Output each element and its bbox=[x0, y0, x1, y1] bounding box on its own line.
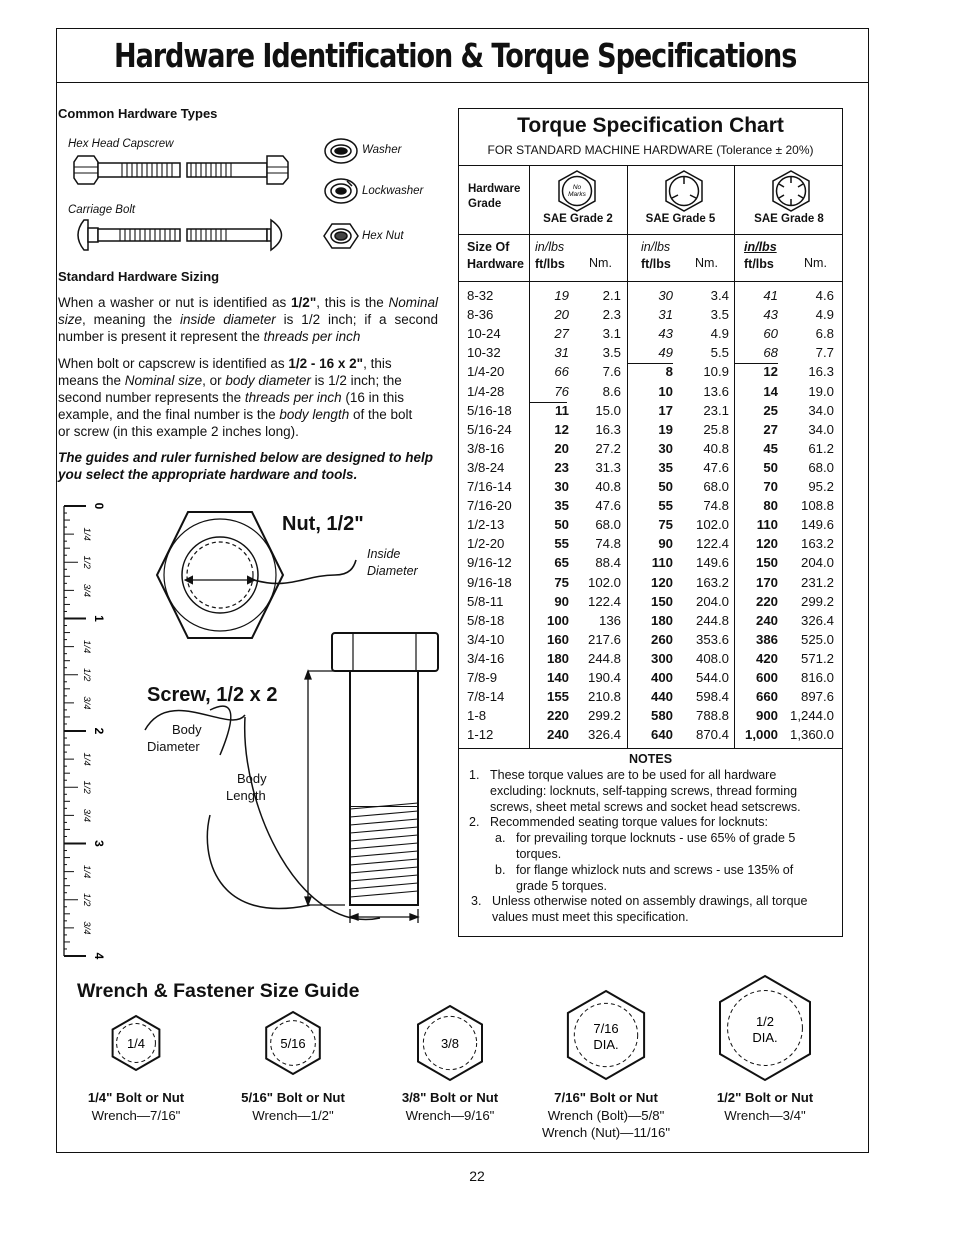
hex-size-icon bbox=[559, 988, 653, 1082]
lockwasher-label: Lockwasher bbox=[362, 185, 424, 197]
grade-2-nm-unit: Nm. bbox=[589, 256, 612, 270]
note-text: excluding: locknuts, self-tapping screws, thread forming bbox=[490, 783, 798, 798]
hex-size-icon bbox=[710, 973, 820, 1083]
value-cell: 45 bbox=[763, 440, 778, 456]
hardware-grade-label: Hardware Grade bbox=[468, 183, 521, 210]
value-cell: 1,360.0 bbox=[790, 727, 834, 743]
ruler-inch-label: 4 bbox=[92, 952, 106, 960]
body-diameter-label-1: Body bbox=[172, 722, 202, 737]
ruler-fraction-label: 1/2 bbox=[81, 668, 92, 682]
value-cell: 120 bbox=[755, 536, 778, 552]
value-cell: 110 bbox=[756, 517, 778, 533]
value-cell: 180 bbox=[546, 650, 569, 666]
hex-size-icon bbox=[259, 1009, 327, 1077]
value-cell: 1,000 bbox=[744, 727, 778, 743]
hex-size-icon bbox=[410, 1003, 490, 1083]
ruler-fraction-label: 3/4 bbox=[81, 921, 92, 935]
size-cell: 8-32 bbox=[467, 288, 494, 303]
value-cell: 420 bbox=[755, 650, 778, 666]
grade-5-mark-icon bbox=[664, 170, 704, 212]
ruler-fraction-label: 3/4 bbox=[81, 583, 92, 597]
note-text: Recommended seating torque values for locknuts: bbox=[490, 815, 768, 830]
note-text: screws, sheet metal screws and socket head setscrews. bbox=[490, 799, 801, 814]
value-cell: 27 bbox=[554, 326, 569, 342]
value-cell: 870.4 bbox=[695, 727, 729, 743]
sizing-paragraph-1: When a washer or nut is identified as 1/2", this is the Nominal size, meaning the inside diameter is 1/2 inch; if a second number is present it represent the threads per inch bbox=[58, 295, 439, 344]
value-cell: 47.6 bbox=[595, 498, 621, 514]
value-cell: 30 bbox=[658, 440, 673, 456]
value-cell: 2.3 bbox=[602, 307, 621, 323]
hex-nut-label: Hex Nut bbox=[362, 230, 404, 242]
value-cell: 6.8 bbox=[815, 326, 834, 342]
carriage-bolt-drawing bbox=[78, 220, 180, 250]
value-cell: 3.4 bbox=[710, 288, 729, 303]
ruler-fraction-label: 1/4 bbox=[81, 640, 92, 654]
value-cell: 19 bbox=[554, 288, 569, 303]
svg-text:1/2: 1/2 bbox=[755, 1014, 775, 1029]
value-cell: 240 bbox=[546, 727, 569, 743]
value-cell: 598.4 bbox=[695, 689, 729, 705]
value-cell: 260 bbox=[650, 631, 673, 647]
value-cell: 15.0 bbox=[595, 402, 621, 418]
size-cell: 1/2-13 bbox=[467, 517, 505, 533]
value-cell: 25 bbox=[763, 402, 778, 418]
hex-capscrew-label: Hex Head Capscrew bbox=[68, 138, 174, 150]
wrench-size-label: 1/2" Bolt or Nut Wrench—3/4" bbox=[716, 1090, 814, 1123]
size-cell: 5/8-18 bbox=[467, 612, 505, 628]
value-cell: 60 bbox=[763, 326, 778, 342]
value-cell: 68.0 bbox=[808, 459, 834, 475]
value-cell: 10.9 bbox=[703, 364, 729, 380]
value-cell: 90 bbox=[658, 536, 673, 552]
value-cell: 30 bbox=[554, 479, 569, 494]
value-cell: 816.0 bbox=[800, 670, 834, 685]
guides-note: The guides and ruler furnished below are designed to help you select the appropriate hardware and tools. bbox=[58, 450, 434, 482]
value-cell: 68.0 bbox=[703, 479, 729, 494]
washer-icon bbox=[325, 139, 357, 163]
value-cell: 50 bbox=[554, 517, 569, 533]
hex-size-icon bbox=[106, 1013, 166, 1073]
size-cell: 7/8-9 bbox=[467, 670, 498, 685]
value-cell: 788.8 bbox=[695, 708, 729, 724]
size-cell: 5/8-11 bbox=[467, 593, 504, 609]
ruler-fraction-label: 1/4 bbox=[81, 752, 92, 766]
value-cell: 76 bbox=[554, 383, 569, 399]
grade-8-nm-unit: Nm. bbox=[804, 256, 827, 270]
inside-diameter-label-1: Inside bbox=[367, 547, 401, 561]
value-cell: 122.4 bbox=[587, 593, 621, 609]
grade-8-mark-icon bbox=[771, 170, 811, 212]
value-cell: 8.6 bbox=[602, 383, 621, 399]
svg-text:DIA.: DIA. bbox=[593, 1037, 619, 1052]
value-cell: 68.0 bbox=[595, 517, 621, 533]
value-cell: 900 bbox=[755, 708, 778, 724]
svg-text:5/16: 5/16 bbox=[280, 1036, 306, 1051]
chart-title: Torque Specification Chart bbox=[517, 114, 784, 137]
value-cell: 440 bbox=[650, 689, 673, 705]
wrench-size-label: 7/16" Bolt or Nut Wrench (Bolt)—5/8" Wrench (Nut)—11/16" bbox=[541, 1090, 671, 1140]
size-cell: 3/8-16 bbox=[467, 440, 505, 456]
value-cell: 35 bbox=[554, 498, 569, 514]
svg-text:DIA.: DIA. bbox=[752, 1030, 778, 1045]
size-cell: 7/16-14 bbox=[467, 479, 512, 494]
note-text: for flange whizlock nuts and screws - use 135% of bbox=[516, 862, 794, 877]
value-cell: 4.9 bbox=[815, 307, 834, 323]
value-cell: 11 bbox=[555, 402, 569, 418]
screw-diagram bbox=[145, 633, 438, 923]
svg-text:3/8: 3/8 bbox=[440, 1036, 460, 1051]
value-cell: 90 bbox=[554, 593, 569, 609]
value-cell: 41 bbox=[763, 288, 778, 303]
sizing-heading: Standard Hardware Sizing bbox=[58, 269, 220, 284]
value-cell: 31 bbox=[554, 345, 569, 361]
svg-text:Marks: Marks bbox=[568, 191, 586, 198]
size-cell: 9/16-18 bbox=[467, 574, 512, 590]
note-number: 1. bbox=[469, 768, 480, 782]
inch-ruler bbox=[58, 500, 108, 960]
value-cell: 110 bbox=[651, 555, 673, 571]
value-cell: 210.8 bbox=[587, 689, 621, 705]
value-cell: 47.6 bbox=[703, 459, 729, 475]
value-cell: 140 bbox=[546, 670, 569, 685]
size-cell: 10-24 bbox=[467, 326, 501, 342]
ruler-fraction-label: 1/2 bbox=[81, 893, 92, 907]
value-cell: 408.0 bbox=[695, 650, 729, 666]
value-cell: 122.4 bbox=[695, 536, 729, 552]
value-cell: 326.4 bbox=[587, 727, 621, 743]
value-cell: 544.0 bbox=[695, 670, 729, 685]
value-cell: 43 bbox=[658, 326, 673, 342]
note-text: Unless otherwise noted on assembly drawings, all torque bbox=[492, 894, 808, 909]
value-cell: 149.6 bbox=[800, 517, 834, 533]
value-cell: 40.8 bbox=[595, 479, 621, 494]
value-cell: 102.0 bbox=[587, 574, 621, 590]
value-cell: 16.3 bbox=[808, 364, 834, 380]
value-cell: 120 bbox=[650, 574, 673, 590]
size-cell: 7/16-20 bbox=[467, 498, 512, 514]
size-cell: 3/8-24 bbox=[467, 459, 505, 475]
value-cell: 160 bbox=[546, 631, 569, 647]
value-cell: 74.8 bbox=[595, 536, 621, 552]
value-cell: 40.8 bbox=[703, 440, 729, 456]
value-cell: 150 bbox=[650, 593, 673, 609]
value-cell: 353.6 bbox=[695, 631, 729, 647]
value-cell: 16.3 bbox=[595, 421, 621, 437]
value-cell: 12 bbox=[763, 364, 778, 380]
common-hardware-heading: Common Hardware Types bbox=[58, 106, 218, 121]
body-diameter-label-2: Diameter bbox=[147, 739, 200, 754]
value-cell: 13.6 bbox=[703, 383, 729, 399]
value-cell: 12 bbox=[554, 421, 569, 437]
grade-2-units: in/lbs ft/lbs bbox=[535, 240, 565, 271]
value-cell: 102.0 bbox=[695, 517, 729, 533]
hex-capscrew-side-drawing bbox=[187, 156, 288, 184]
size-cell: 1/2-20 bbox=[467, 536, 505, 552]
ruler-fraction-label: 1/4 bbox=[81, 527, 92, 541]
note-text: for prevailing torque locknuts - use 65% of grade 5 bbox=[516, 831, 796, 846]
grade-5-units: in/lbs ft/lbs bbox=[641, 240, 671, 271]
nut-label: Nut, 1/2" bbox=[282, 513, 364, 535]
value-cell: 244.8 bbox=[695, 612, 729, 628]
value-cell: 35 bbox=[658, 459, 673, 475]
note-number: b. bbox=[495, 862, 506, 877]
inside-diameter-label-2: Diameter bbox=[367, 564, 418, 578]
value-cell: 49 bbox=[658, 345, 673, 361]
value-cell: 299.2 bbox=[587, 708, 621, 724]
value-cell: 95.2 bbox=[808, 479, 834, 494]
size-cell: 1-12 bbox=[467, 727, 494, 743]
page-title: Hardware Identification & Torque Specifications bbox=[114, 36, 797, 75]
ruler-fraction-label: 1/4 bbox=[81, 865, 92, 879]
value-cell: 155 bbox=[546, 689, 569, 705]
value-cell: 70 bbox=[763, 479, 778, 494]
value-cell: 163.2 bbox=[800, 536, 834, 552]
note-text: These torque values are to be used for all hardware bbox=[490, 768, 777, 782]
notes-title: NOTES bbox=[628, 752, 673, 766]
grade-8-label: SAE Grade 8 bbox=[754, 213, 824, 225]
value-cell: 75 bbox=[554, 574, 569, 590]
value-cell: 65 bbox=[554, 555, 569, 571]
svg-text:No: No bbox=[572, 184, 582, 191]
value-cell: 75 bbox=[658, 517, 673, 533]
value-cell: 4.9 bbox=[710, 326, 729, 342]
value-cell: 23.1 bbox=[703, 402, 729, 418]
value-cell: 3.5 bbox=[710, 307, 729, 323]
value-cell: 897.6 bbox=[800, 689, 834, 705]
value-cell: 88.4 bbox=[595, 555, 621, 571]
value-cell: 19 bbox=[658, 421, 673, 437]
wrench-size-label: 5/16" Bolt or Nut Wrench—1/2" bbox=[241, 1090, 345, 1123]
grade-5-label: SAE Grade 5 bbox=[645, 213, 716, 225]
value-cell: 14 bbox=[763, 383, 778, 399]
value-cell: 640 bbox=[650, 727, 673, 743]
value-cell: 68 bbox=[763, 345, 778, 361]
value-cell: 55 bbox=[554, 536, 569, 552]
value-cell: 326.4 bbox=[800, 612, 834, 628]
washer-nut-drawings bbox=[322, 136, 360, 254]
value-cell: 34.0 bbox=[808, 402, 834, 418]
body-length-label-2: Length bbox=[226, 788, 266, 803]
value-cell: 180 bbox=[650, 612, 673, 628]
value-cell: 50 bbox=[658, 479, 673, 494]
value-cell: 5.5 bbox=[710, 345, 729, 361]
value-cell: 1,244.0 bbox=[790, 708, 834, 724]
value-cell: 61.2 bbox=[808, 440, 834, 456]
grade-2-label: SAE Grade 2 bbox=[543, 213, 613, 225]
value-cell: 400 bbox=[650, 670, 673, 685]
value-cell: 525.0 bbox=[800, 631, 834, 647]
value-cell: 580 bbox=[650, 708, 673, 724]
grade-5-nm-unit: Nm. bbox=[695, 256, 718, 270]
size-of-hardware-label: Size Of Hardware bbox=[467, 240, 524, 271]
value-cell: 34.0 bbox=[808, 421, 834, 437]
value-cell: 300 bbox=[650, 650, 673, 666]
note-number: a. bbox=[495, 831, 506, 846]
value-cell: 17 bbox=[658, 402, 673, 418]
size-cell: 9/16-12 bbox=[467, 555, 512, 571]
value-cell: 20 bbox=[554, 307, 569, 323]
hex-capscrew-drawing bbox=[74, 156, 180, 184]
value-cell: 163.2 bbox=[695, 574, 729, 590]
value-cell: 8 bbox=[665, 364, 673, 380]
note-number: 2. bbox=[469, 815, 480, 830]
title-bar bbox=[56, 28, 869, 83]
value-cell: 600 bbox=[755, 670, 778, 685]
value-cell: 31.3 bbox=[595, 459, 621, 475]
size-cell: 10-32 bbox=[467, 345, 501, 361]
value-cell: 3.5 bbox=[602, 345, 621, 361]
grade-8-units: in/lbs ft/lbs bbox=[744, 240, 777, 271]
value-cell: 27.2 bbox=[595, 440, 621, 456]
value-cell: 25.8 bbox=[703, 421, 729, 437]
chart-subtitle: FOR STANDARD MACHINE HARDWARE (Tolerance ± 20%) bbox=[487, 143, 814, 157]
value-cell: 170 bbox=[755, 574, 778, 590]
value-cell: 7.7 bbox=[815, 345, 834, 361]
value-cell: 220 bbox=[755, 593, 778, 609]
wrench-guide-title: Wrench & Fastener Size Guide bbox=[77, 980, 360, 1002]
svg-text:7/16: 7/16 bbox=[593, 1021, 619, 1036]
ruler-fraction-label: 3/4 bbox=[81, 808, 92, 822]
note-text: grade 5 torques. bbox=[516, 878, 608, 893]
value-cell: 80 bbox=[763, 498, 778, 514]
value-cell: 100 bbox=[546, 612, 569, 628]
value-cell: 55 bbox=[658, 498, 673, 514]
wrench-size-label: 3/8" Bolt or Nut Wrench—9/16" bbox=[401, 1090, 499, 1123]
value-cell: 74.8 bbox=[703, 498, 729, 514]
note-text: values must meet this specification. bbox=[492, 910, 689, 925]
value-cell: 660 bbox=[755, 689, 778, 705]
size-cell: 3/4-10 bbox=[467, 631, 505, 647]
size-cell: 7/8-14 bbox=[467, 689, 505, 705]
value-cell: 7.6 bbox=[602, 364, 621, 380]
value-cell: 66 bbox=[554, 364, 569, 380]
ruler-inch-label: 3 bbox=[92, 840, 106, 847]
ruler-fraction-label: 1/2 bbox=[81, 780, 92, 794]
wrench-size-label: 1/4" Bolt or Nut Wrench—7/16" bbox=[87, 1090, 185, 1123]
size-cell: 1-8 bbox=[467, 708, 487, 724]
value-cell: 149.6 bbox=[695, 555, 729, 571]
size-cell: 3/4-16 bbox=[467, 650, 505, 666]
value-cell: 220 bbox=[546, 708, 569, 724]
value-cell: 217.6 bbox=[587, 631, 621, 647]
grade-2-no-marks-icon bbox=[557, 170, 597, 212]
value-cell: 231.2 bbox=[800, 574, 834, 590]
carriage-bolt-side-drawing bbox=[187, 220, 282, 250]
value-cell: 386 bbox=[755, 631, 778, 647]
washer-label: Washer bbox=[362, 144, 402, 156]
size-cell: 1/4-20 bbox=[467, 364, 505, 380]
ruler-fraction-label: 3/4 bbox=[81, 696, 92, 710]
value-cell: 30 bbox=[658, 288, 673, 303]
carriage-bolt-label: Carriage Bolt bbox=[68, 204, 136, 216]
size-cell: 5/16-18 bbox=[467, 402, 512, 418]
value-cell: 299.2 bbox=[800, 593, 834, 609]
note-number: 3. bbox=[471, 894, 482, 909]
ruler-fraction-label: 1/2 bbox=[81, 555, 92, 569]
value-cell: 204.0 bbox=[695, 593, 729, 609]
screw-label: Screw, 1/2 x 2 bbox=[147, 684, 278, 706]
value-cell: 240 bbox=[755, 612, 778, 628]
body-length-label-1: Body bbox=[237, 771, 267, 786]
common-hardware-drawings bbox=[70, 150, 290, 255]
torque-chart bbox=[458, 108, 843, 937]
value-cell: 4.6 bbox=[815, 288, 834, 303]
ruler-inch-label: 1 bbox=[92, 615, 106, 622]
value-cell: 108.8 bbox=[800, 498, 834, 514]
note-text: torques. bbox=[516, 847, 562, 861]
value-cell: 27 bbox=[763, 421, 778, 437]
size-cell: 5/16-24 bbox=[467, 421, 512, 437]
value-cell: 10 bbox=[658, 383, 673, 399]
size-cell: 8-36 bbox=[467, 307, 494, 323]
ruler-inch-label: 0 bbox=[92, 502, 106, 510]
value-cell: 50 bbox=[763, 459, 778, 475]
value-cell: 19.0 bbox=[808, 383, 834, 399]
value-cell: 31 bbox=[658, 307, 673, 323]
value-cell: 150 bbox=[755, 555, 778, 571]
value-cell: 136 bbox=[598, 612, 621, 628]
value-cell: 20 bbox=[554, 440, 569, 456]
page-number: 22 bbox=[469, 1168, 485, 1184]
svg-text:1/4: 1/4 bbox=[126, 1036, 146, 1051]
value-cell: 2.1 bbox=[602, 288, 621, 303]
value-cell: 43 bbox=[763, 307, 778, 323]
ruler-inch-label: 2 bbox=[92, 727, 106, 735]
value-cell: 244.8 bbox=[587, 650, 621, 666]
lockwasher-icon bbox=[325, 179, 357, 203]
value-cell: 571.2 bbox=[800, 650, 834, 666]
value-cell: 204.0 bbox=[800, 555, 834, 571]
hex-nut-icon bbox=[324, 224, 358, 248]
sizing-paragraph-2: When bolt or capscrew is identified as 1/2 - 16 x 2", this means the Nominal size, or body diameter is 1/2 inch; the second number represents the threads per inch (16 in this example, and the final number is the body length of the bolt or screw (in this example 2 inches long). bbox=[58, 356, 413, 439]
value-cell: 190.4 bbox=[587, 670, 621, 685]
value-cell: 23 bbox=[554, 459, 569, 475]
value-cell: 3.1 bbox=[602, 326, 621, 342]
size-cell: 1/4-28 bbox=[467, 383, 505, 399]
